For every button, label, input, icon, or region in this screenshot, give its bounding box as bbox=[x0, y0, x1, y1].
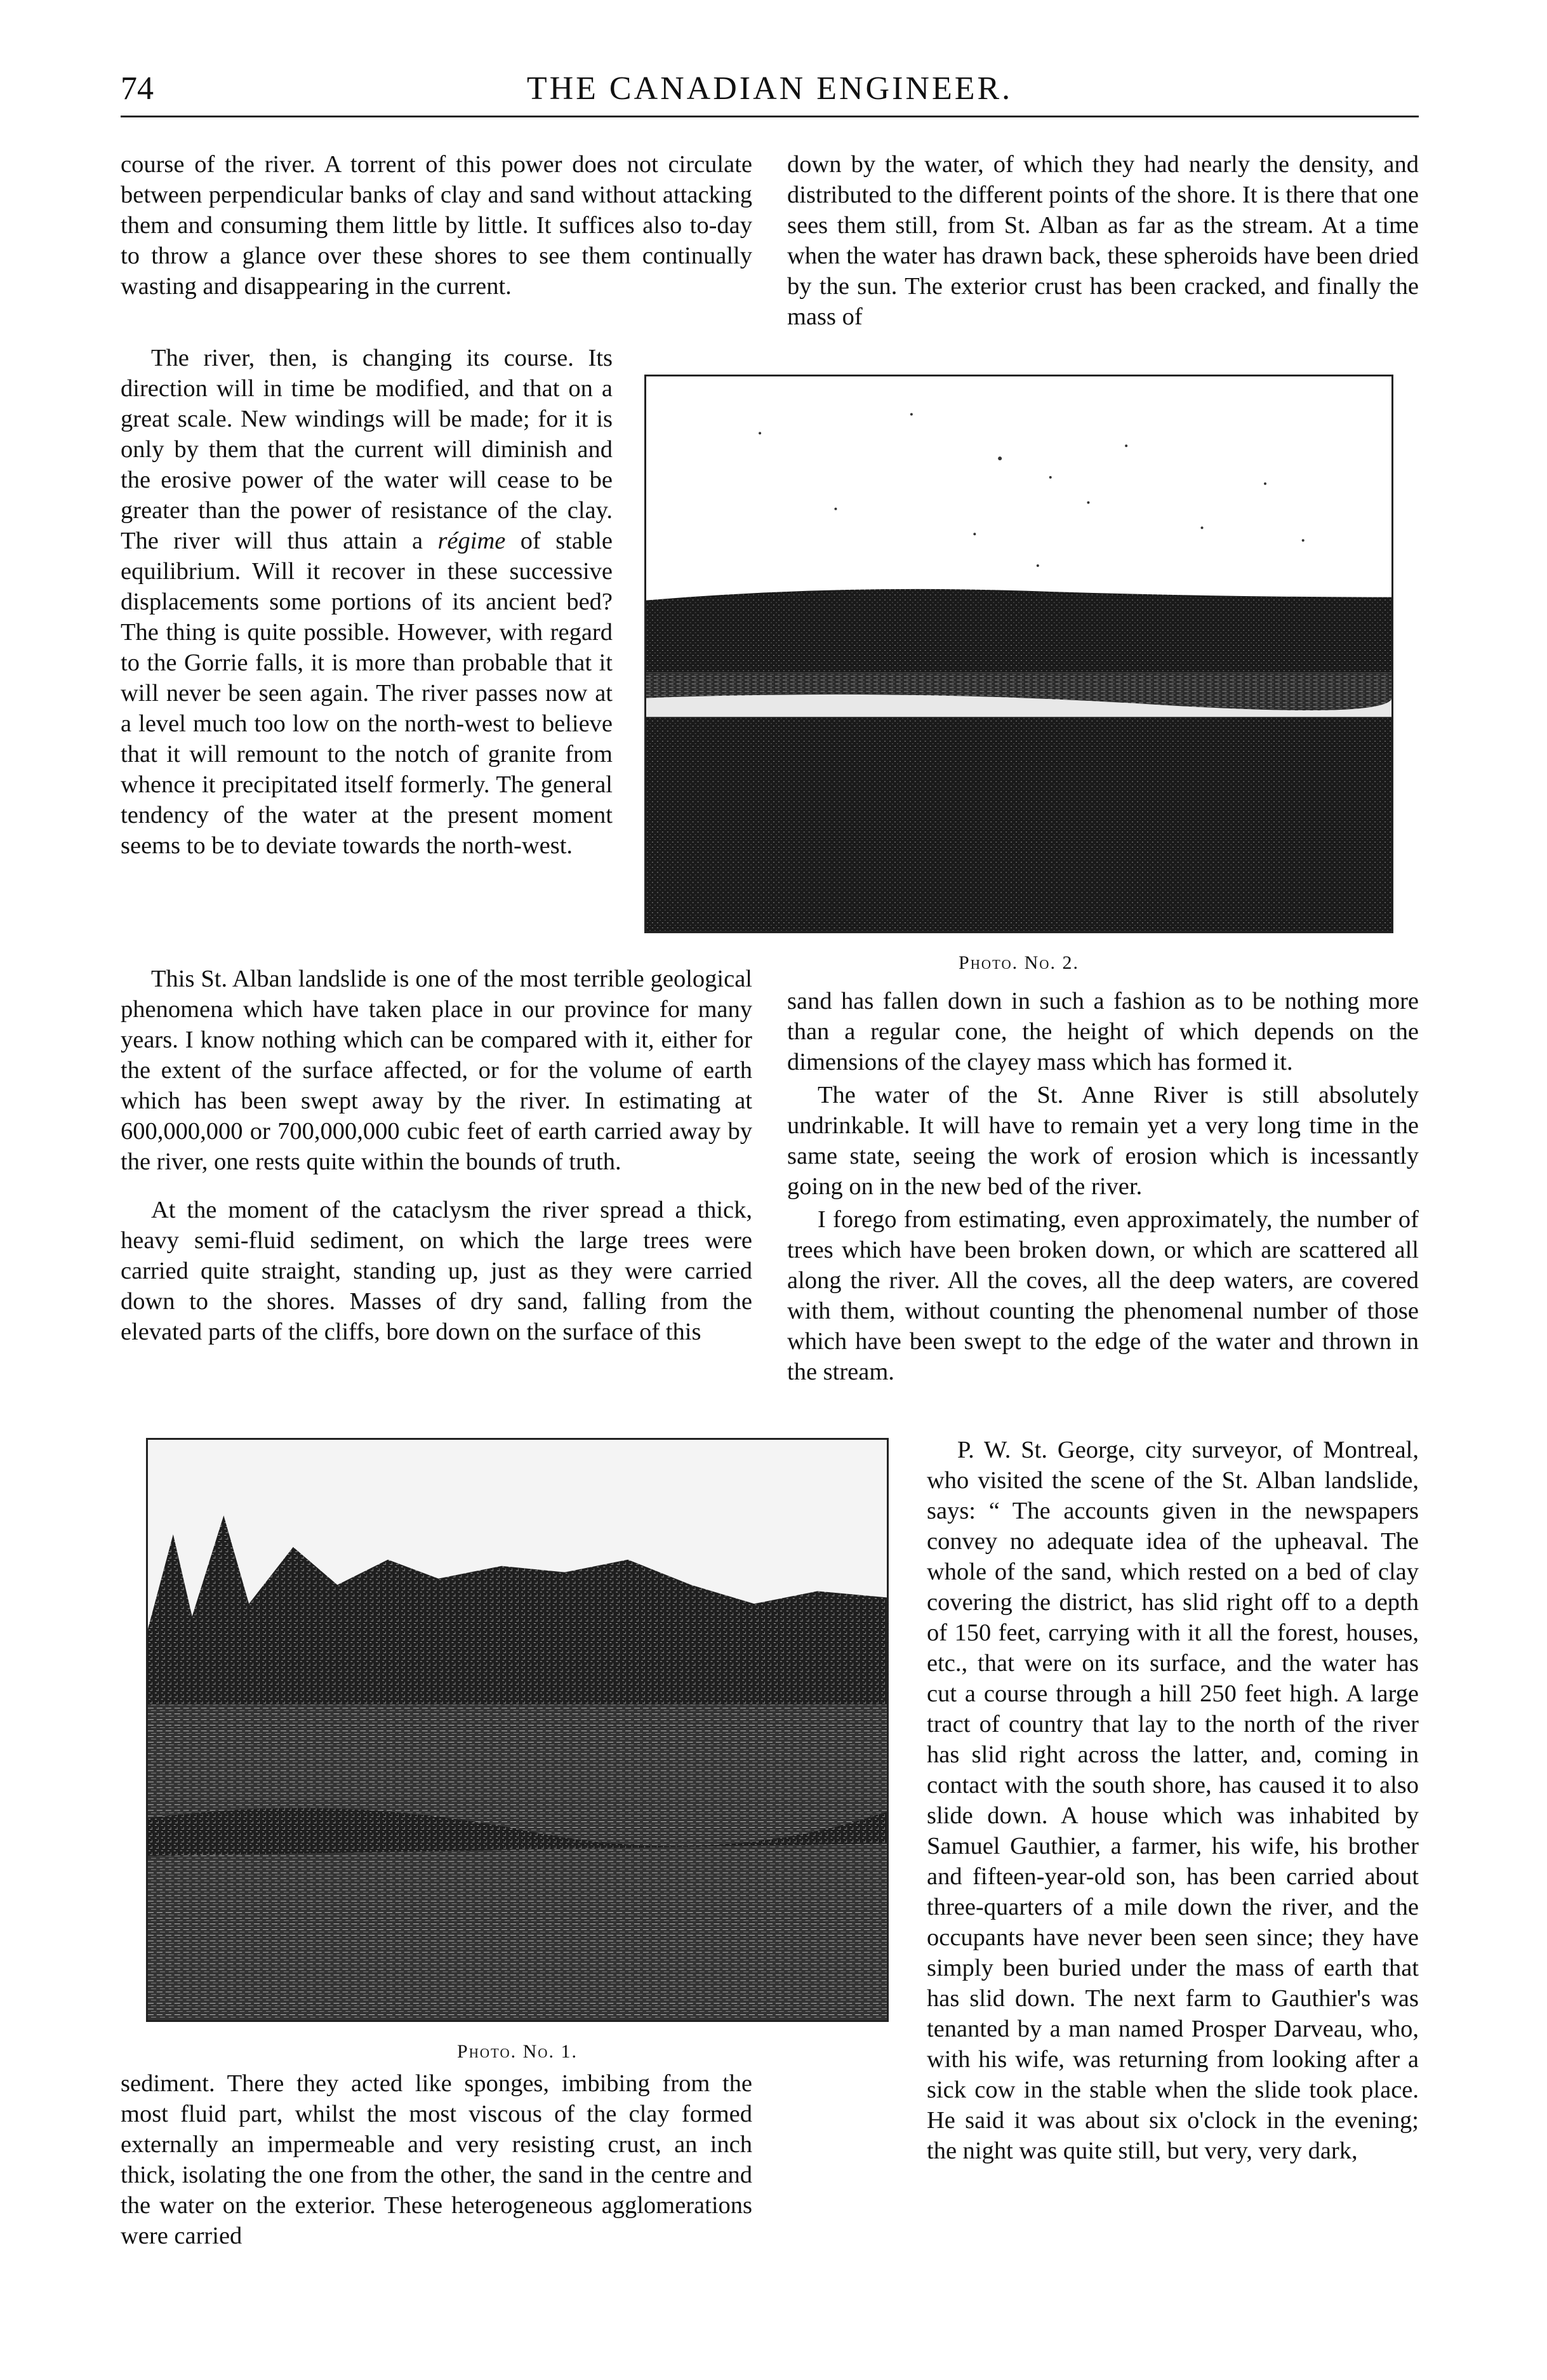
photo-no-2-caption: Photo. No. 2. bbox=[959, 952, 1079, 973]
left-column-narrow bbox=[121, 343, 613, 861]
photo-no-2 bbox=[644, 375, 1393, 933]
landslide-photo-image bbox=[646, 376, 1391, 931]
paragraph: This St. Alban landslide is one of the most terrible geological phenomena which have taken place in our province for many years. I know nothing which can be compared with it, either for the extent of the surface affected, or for the volume of earth which has been swept away by the river. In estimating at 600,000,000 or 700,000,000 cubic feet of earth carried away by the river, one rests quite within the bounds of truth. bbox=[121, 966, 752, 1175]
right-column-middle bbox=[787, 986, 1419, 1387]
page-header bbox=[121, 70, 1419, 121]
page-number: 74 bbox=[121, 70, 154, 107]
paragraph: The river, then, is changing its course. Its direction will in time be modified, and that on a great scale. New windings will be made; for it is only by them that the current will diminish and the erosive power of the water will cease to be greater than the power of resistance of the clay. The river will thus attain a régime of stable equilibrium. Will it recover in these successive displacements some portions of its ancient bed? The thing is quite possible. However, with regard to the Gorrie falls, it is more than probable that it will never be seen again. The river passes now at a level much too low on the north-west to believe that it will remount to the notch of granite from whence it precipitated itself formerly. The general tendency of the water at the present moment seems to be to deviate towards the north-west. bbox=[121, 345, 613, 859]
photo-no-1-caption: Photo. No. 1. bbox=[457, 2041, 578, 2062]
paragraph: At the moment of the cataclysm the river spread a thick, heavy semi-fluid sediment, on which the large trees were carried quite straight, standing up, just as they were carried down to the shores. Masses of dry sand, falling from the elevated parts of the cliffs, bore down on the surface of this bbox=[121, 1197, 752, 1345]
paragraph: sediment. There they acted like sponges, imbibing from the most fluid part, whilst the most viscous of the clay formed externally an impermeable and very resisting crust, an inch thick, isolating the one from the other, the sand in the centre and the water on the exterior. These heterogeneous agglomerations were carried bbox=[121, 2070, 752, 2249]
italic-term: régime bbox=[437, 528, 506, 554]
header-rule bbox=[121, 116, 1419, 117]
paragraph: The water of the St. Anne River is still absolutely undrinkable. It will have to remain yet a very long time in the same state, seeing the work of erosion which is incessantly going on in the new bed of the river. bbox=[787, 1082, 1419, 1200]
forest-debris-photo-image bbox=[148, 1440, 887, 2020]
left-column-bottom bbox=[121, 2068, 752, 2251]
running-title: THE CANADIAN ENGINEER. bbox=[526, 70, 1013, 107]
right-column-bottom bbox=[927, 1435, 1419, 2166]
left-column-middle bbox=[121, 964, 752, 1347]
paragraph: sand has fallen down in such a fashion as to be nothing more than a regular cone, the height of which depends on the dimensions of the clayey mass which has formed it. bbox=[787, 988, 1419, 1075]
right-column-top bbox=[787, 149, 1419, 332]
paragraph: course of the river. A torrent of this power does not circulate between perpendicular banks of clay and sand without attacking them and consuming them little by little. It suffices also to-day to throw a glance over these shores to see them continually wasting and disappearing in the current. bbox=[121, 151, 752, 300]
left-column-top bbox=[121, 149, 752, 302]
paragraph: I forego from estimating, even approximately, the number of trees which have been broken down, or which are scattered all along the river. All the coves, all the deep waters, are covered with them, without counting the phenomenal number of those which have been swept to the edge of the water and thrown in the stream. bbox=[787, 1206, 1419, 1385]
paragraph: down by the water, of which they had nearly the density, and distributed to the different points of the shore. It is there that one sees them still, from St. Alban as far as the stream. At a time when the water has drawn back, these spheroids have been dried by the sun. The exterior crust has been cracked, and finally the mass of bbox=[787, 151, 1419, 330]
photo-no-1 bbox=[146, 1438, 889, 2022]
paragraph: P. W. St. George, city surveyor, of Montreal, who visited the scene of the St. Alban landslide, says: “ The accounts given in the newspapers convey no adequate idea of the upheaval. The whole of the sand, which rested on a bed of clay covering the district, has slid right off to a depth of 150 feet, carrying with it all the forest, houses, etc., that were on its surface, and the water has cut a course through a hill 250 feet high. A large tract of country that lay to the north of the river has slid right across the latter, and, coming in contact with the south shore, has caused it to also slide down. A house which was inhabited by Samuel Gauthier, a farmer, his wife, his brother and fifteen-year-old son, has been carried about three-quarters of a mile down the river, and the occupants have never been seen since; they have simply been buried under the mass of earth that has slid down. The next farm to Gauthier's was tenanted by a man named Prosper Darveau, who, with his wife, was returning from looking after a sick cow in the stable when the slide took place. He said it was about six o'clock in the evening; the night was quite still, but very, very dark, bbox=[927, 1437, 1419, 2164]
